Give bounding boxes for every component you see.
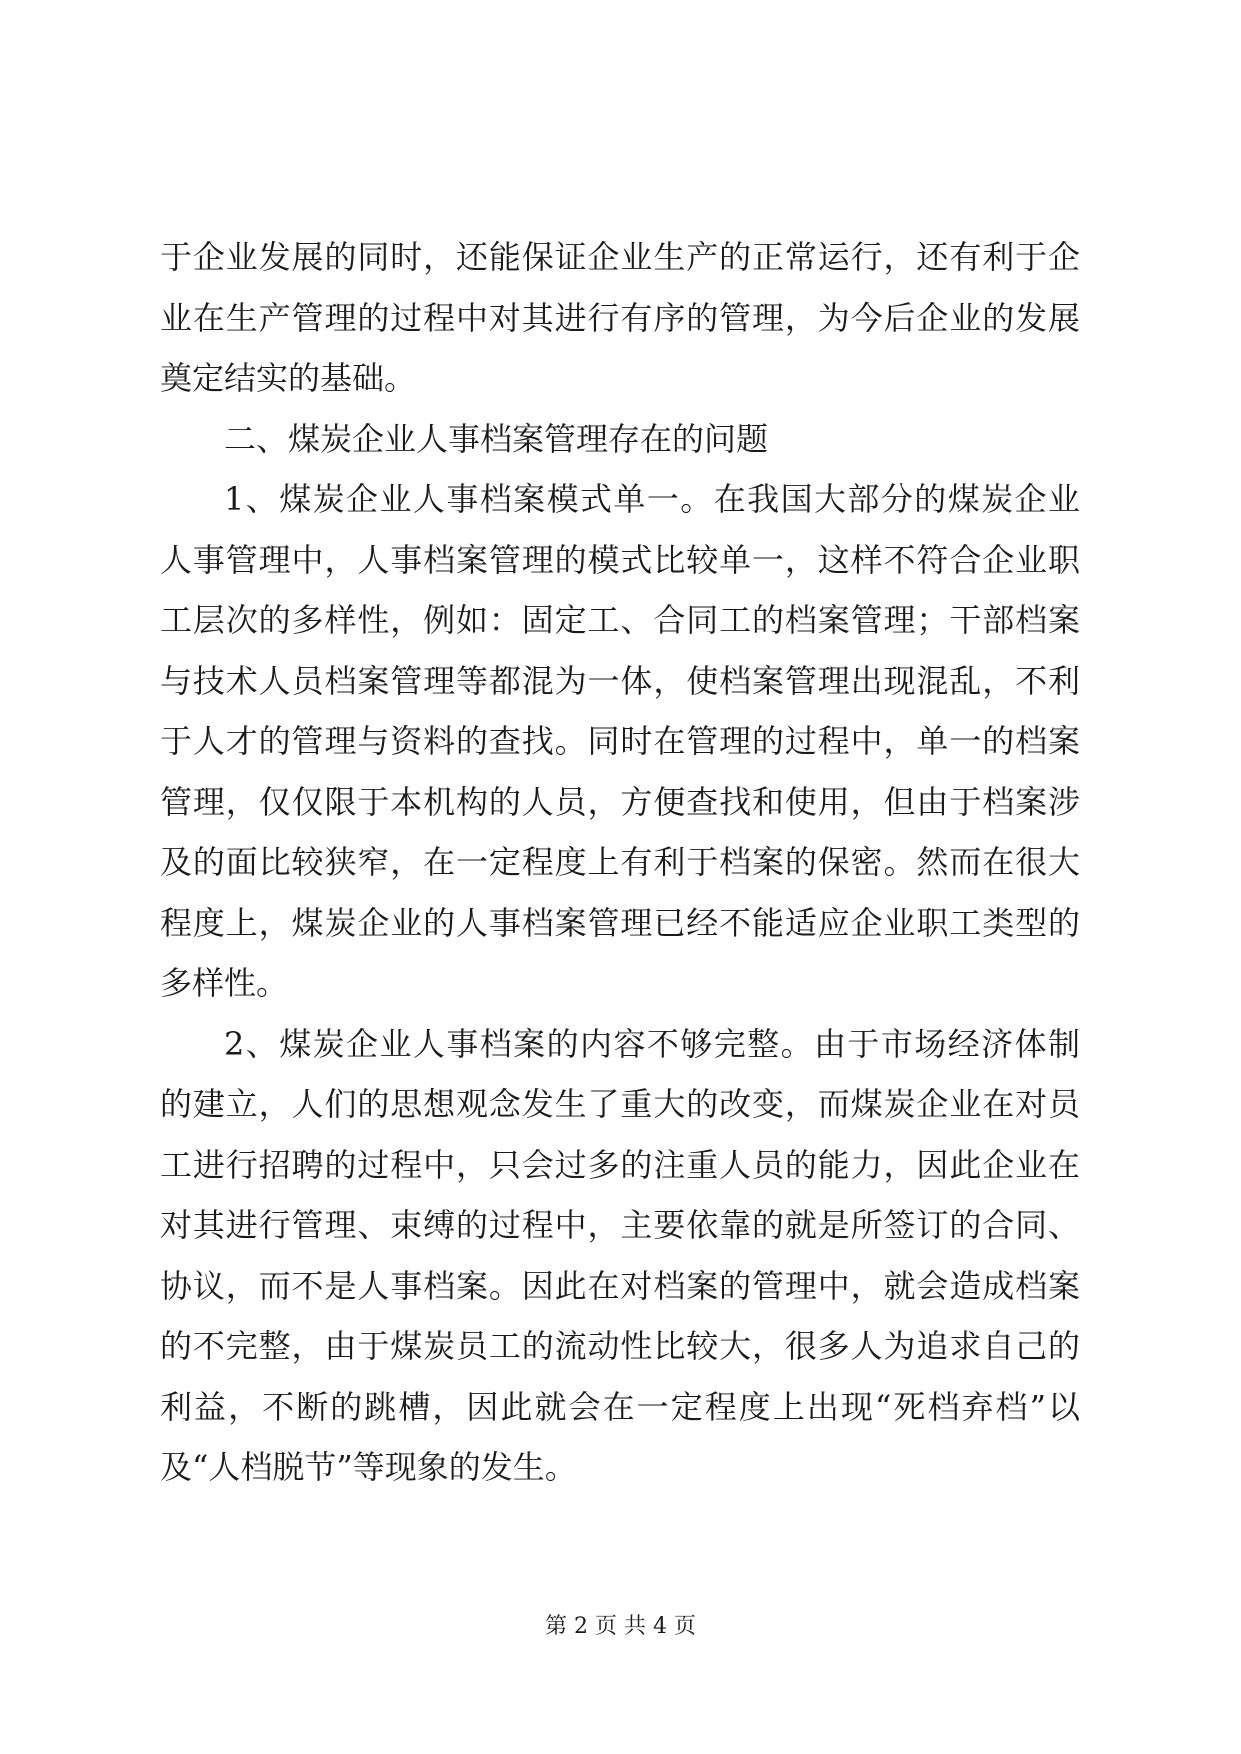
text-line: 管理，仅仅限于本机构的人员，方便查找和使用，但由于档案涉 — [160, 782, 1080, 821]
text-line: 工层次的多样性，例如：固定工、合同工的档案管理；干部档案 — [160, 601, 1080, 639]
heading-line: 二、煤炭企业人事档案管理存在的问题 — [224, 419, 769, 458]
text-line: 1、煤炭企业人事档案模式单一。在我国大部分的煤炭企业 — [224, 480, 1080, 518]
text-line: 业在生产管理的过程中对其进行有序的管理，为今后企业的发展 — [160, 298, 1080, 337]
text-line: 多样性。 — [160, 964, 289, 1002]
text-line: 协议，而不是人事档案。因此在对档案的管理中，就会造成档案 — [160, 1266, 1080, 1305]
text-line: 的建立，人们的思想观念发生了重大的改变，而煤炭企业在对员 — [160, 1085, 1080, 1123]
section-heading — [160, 409, 1080, 470]
text-line: 奠定结实的基础。 — [160, 359, 417, 397]
text-line: 利益，不断的跳槽，因此就会在一定程度上出现“死档弃档”以 — [160, 1387, 1080, 1426]
text-line: 于人才的管理与资料的查找。同时在管理的过程中，单一的档案 — [160, 722, 1080, 760]
text-line: 工进行招聘的过程中，只会过多的注重人员的能力，因此企业在 — [160, 1145, 1080, 1184]
text-line: 及“人档脱节”等现象的发生。 — [160, 1448, 577, 1486]
page-number-footer: 第 2 页 共 4 页 — [545, 1614, 696, 1639]
paragraph-continuation — [160, 227, 1080, 409]
text-line: 与技术人员档案管理等都混为一体，使档案管理出现混乱，不利 — [160, 661, 1080, 700]
document-body — [160, 227, 1080, 1498]
text-line: 2、煤炭企业人事档案的内容不够完整。由于市场经济体制 — [224, 1024, 1080, 1063]
paragraph-item-2 — [160, 1014, 1080, 1498]
text-line: 对其进行管理、束缚的过程中，主要依靠的就是所签订的合同、 — [160, 1206, 1080, 1244]
text-line: 及的面比较狭窄，在一定程度上有利于档案的保密。然而在很大 — [160, 843, 1080, 881]
text-line: 人事管理中，人事档案管理的模式比较单一，这样不符合企业职 — [160, 540, 1080, 579]
text-line: 于企业发展的同时，还能保证企业生产的正常运行，还有利于企 — [160, 238, 1080, 276]
text-line: 程度上，煤炭企业的人事档案管理已经不能适应企业职工类型的 — [160, 903, 1080, 942]
text-line: 的不完整，由于煤炭员工的流动性比较大，很多人为追求自己的 — [160, 1327, 1080, 1365]
paragraph-item-1 — [160, 469, 1080, 1014]
